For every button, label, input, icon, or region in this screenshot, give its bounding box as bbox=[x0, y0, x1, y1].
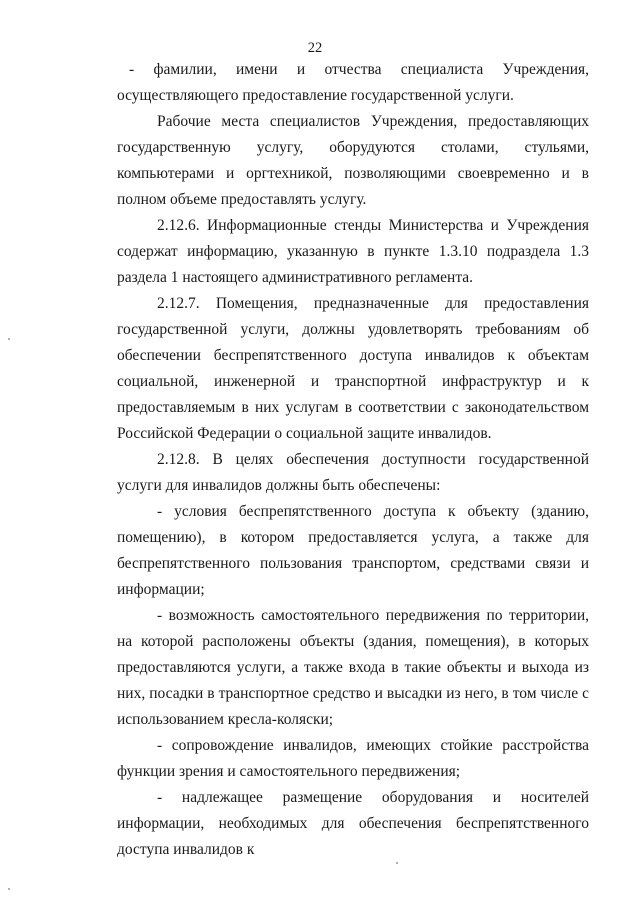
document-body bbox=[117, 57, 589, 863]
paragraph-specialist-name: - фамилии, имени и отчества специалиста Учреждения, осуществляющего предоставление государственной услуги. bbox=[117, 61, 589, 104]
paragraph-2-12-6: 2.12.6. Информационные стенды Министерства и Учреждения содержат информацию, указанную в пункте 1.3.10 подраздела 1.3 раздела 1 настоящего административного регламента. bbox=[117, 217, 589, 286]
paragraph-2-12-7: 2.12.7. Помещения, предназначенные для предоставления государственной услуги, должны удовлетворять требованиям об обеспечении беспрепятственного доступа инвалидов к объектам социальной, инженерной и транспортной инфраструктур и к предоставляемым в них услугам в соответствии с законодательством Российской Федерации о социальной защите инвалидов. bbox=[117, 295, 589, 442]
scan-speck bbox=[8, 338, 10, 340]
list-item-movement: - возможность самостоятельного передвижения по территории, на которой расположены объекты (здания, помещения), в которых предоставляются услуги, а также входа в такие объекты и выхода из них, посадки в транспортное средство и высадки из него, в том числе с использованием кресла-коляски; bbox=[117, 607, 589, 728]
scan-speck bbox=[8, 888, 10, 890]
paragraph-2-12-8: 2.12.8. В целях обеспечения доступности государственной услуги для инвалидов должны быть обеспечены: bbox=[117, 451, 589, 494]
list-item-escort: - сопровождение инвалидов, имеющих стойкие расстройства функции зрения и самостоятельного передвижения; bbox=[117, 737, 589, 780]
page-number: 22 bbox=[307, 40, 323, 56]
paragraph-workplaces: Рабочие места специалистов Учреждения, предоставляющих государственную услугу, оборудуются столами, стульями, компьютерами и оргтехникой, позволяющими своевременно и в полном объеме предоставлять услугу. bbox=[117, 113, 589, 208]
list-item-access-conditions: - условия беспрепятственного доступа к объекту (зданию, помещению), в котором предоставляется услуга, а также для беспрепятственного пользования транспортом, средствами связи и информации; bbox=[117, 503, 589, 598]
scan-speck bbox=[396, 862, 398, 864]
list-item-equipment-placement: - надлежащее размещение оборудования и носителей информации, необходимых для обеспечения беспрепятственного доступа инвалидов к bbox=[117, 789, 589, 858]
